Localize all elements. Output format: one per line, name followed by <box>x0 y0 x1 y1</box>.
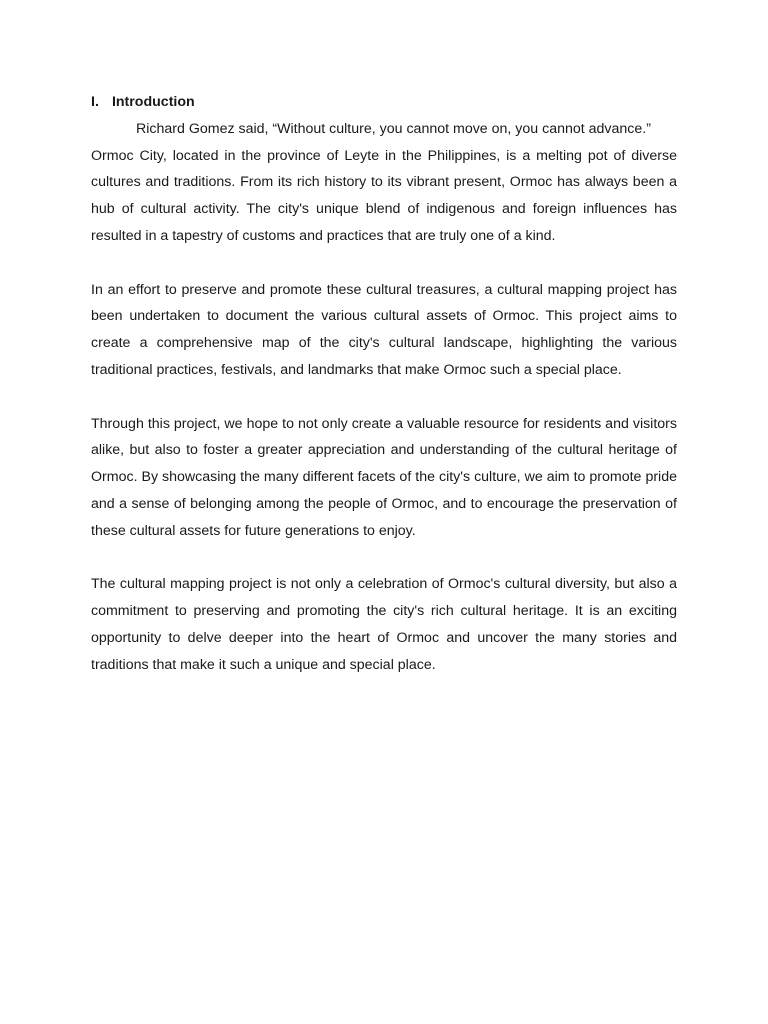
paragraph-project-goals: Through this project, we hope to not only create a valuable resource for residents and visitors alike, but also to foster a greater appreciation and understanding of the cultural heritage of Ormoc. By showcasing the many different facets of the city's culture, we aim to promote pride and a sense of belonging among the people of Ormoc, and to encourage the preservation of these cultural assets for future generations to enjoy. <box>91 415 677 539</box>
paragraph-mapping-project: In an effort to preserve and promote these cultural treasures, a cultural mapping project has been undertaken to document the various cultural assets of Ormoc. This project aims to create a comprehensive map of the city's cultural landscape, highlighting the various traditional practices, festivals, and landmarks that make Ormoc such a special place. <box>91 281 677 378</box>
document-body <box>91 89 677 679</box>
paragraph-conclusion: The cultural mapping project is not only a celebration of Ormoc's cultural diversity, but also a commitment to preserving and promoting the city's rich cultural heritage. It is an exciting opportunity to delve deeper into the heart of Ormoc and uncover the many stories and traditions that make it such a unique and special place. <box>91 576 677 673</box>
paragraph-gap <box>91 545 677 572</box>
paragraph-gap <box>91 250 677 277</box>
section-title: Introduction <box>111 94 195 110</box>
paragraph-gap <box>91 384 677 411</box>
section-heading <box>91 89 677 116</box>
paragraph-ormoc-overview: Ormoc City, located in the province of Leyte in the Philippines, is a melting pot of diverse cultures and traditions. From its rich history to its vibrant present, Ormoc has always been a hub of cultural activity. The city's unique blend of indigenous and foreign influences has resulted in a tapestry of customs and practices that are truly one of a kind. <box>91 147 677 244</box>
section-number: I. <box>91 94 99 110</box>
quote-paragraph: Richard Gomez said, “Without culture, you cannot move on, you cannot advance.” <box>136 120 651 137</box>
